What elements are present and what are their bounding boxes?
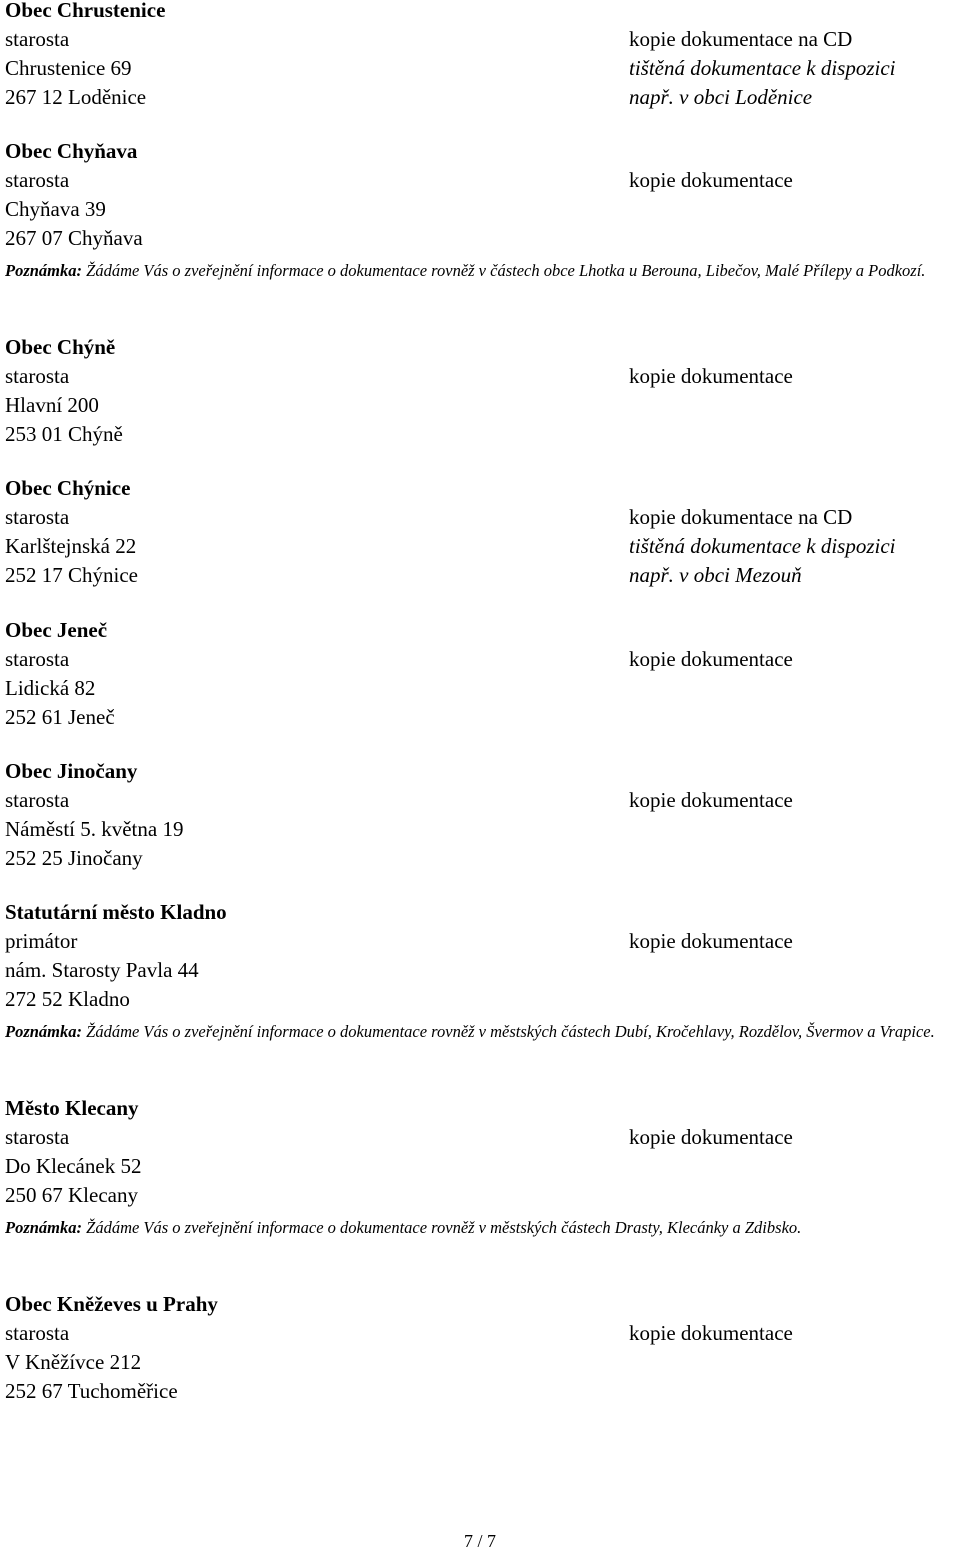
entry-chynice bbox=[5, 474, 960, 590]
note-label: Poznámka: bbox=[5, 261, 83, 280]
entry-note-line: kopie dokumentace na CD bbox=[629, 505, 853, 529]
entry-city: 267 07 Chyňava bbox=[5, 226, 143, 250]
entry-note-line: např. v obci Loděnice bbox=[629, 85, 813, 109]
entry-name: Obec Chýnice bbox=[5, 476, 131, 500]
entry-city: 252 67 Tuchoměřice bbox=[5, 1379, 178, 1403]
entry-note-line: kopie dokumentace na CD bbox=[629, 27, 853, 51]
entry-note-line: kopie dokumentace bbox=[629, 647, 793, 671]
entry-note-line: kopie dokumentace bbox=[629, 788, 793, 812]
note-kladno bbox=[5, 1020, 955, 1044]
entry-role: starosta bbox=[5, 27, 70, 51]
entry-street: Náměstí 5. května 19 bbox=[5, 817, 184, 841]
note-label: Poznámka: bbox=[5, 1022, 83, 1041]
entry-note-line: tištěná dokumentace k dispozici bbox=[629, 56, 896, 80]
page-number: 7 / 7 bbox=[463, 1531, 496, 1551]
entry-role: starosta bbox=[5, 168, 70, 192]
entry-street: Do Klecánek 52 bbox=[5, 1154, 142, 1178]
entry-name: Obec Jinočany bbox=[5, 759, 138, 783]
entry-name: Obec Kněževes u Prahy bbox=[5, 1292, 218, 1316]
entry-name: Obec Jeneč bbox=[5, 618, 108, 642]
entry-city: 252 17 Chýnice bbox=[5, 563, 138, 587]
entry-role: starosta bbox=[5, 1321, 70, 1345]
entry-kladno bbox=[5, 898, 960, 1014]
entry-street: nám. Starosty Pavla 44 bbox=[5, 958, 199, 982]
entry-role: starosta bbox=[5, 505, 70, 529]
entry-name: Obec Chrustenice bbox=[5, 0, 166, 22]
entry-city: 272 52 Kladno bbox=[5, 987, 130, 1011]
entry-street: Chyňava 39 bbox=[5, 197, 106, 221]
entry-chyne bbox=[5, 333, 960, 449]
note-klecany bbox=[5, 1216, 955, 1240]
entry-note-line: tištěná dokumentace k dispozici bbox=[629, 534, 896, 558]
entry-name: Statutární město Kladno bbox=[5, 900, 227, 924]
entry-jinocany bbox=[5, 757, 960, 873]
entry-note-line: kopie dokumentace bbox=[629, 1125, 793, 1149]
entry-street: V Kněžívce 212 bbox=[5, 1350, 142, 1374]
entry-city: 250 67 Klecany bbox=[5, 1183, 138, 1207]
entry-note-line: kopie dokumentace bbox=[629, 364, 793, 388]
note-text: Žádáme Vás o zveřejnění informace o dokumentace rovněž v částech obce Lhotka u Berouna, Libečov, Malé Přílepy a Podkozí. bbox=[86, 261, 926, 280]
entry-note-line: kopie dokumentace bbox=[629, 1321, 793, 1345]
entry-role: primátor bbox=[5, 929, 78, 953]
entry-name: Obec Chýně bbox=[5, 335, 116, 359]
note-label: Poznámka: bbox=[5, 1218, 83, 1237]
entry-name: Město Klecany bbox=[5, 1096, 139, 1120]
entry-city: 267 12 Loděnice bbox=[5, 85, 147, 109]
entry-chynava bbox=[5, 137, 960, 253]
entry-note-line: kopie dokumentace bbox=[629, 929, 793, 953]
entry-klecany bbox=[5, 1094, 960, 1210]
entry-city: 252 25 Jinočany bbox=[5, 846, 143, 870]
entry-city: 253 01 Chýně bbox=[5, 422, 123, 446]
entry-role: starosta bbox=[5, 788, 70, 812]
note-text: Žádáme Vás o zveřejnění informace o dokumentace rovněž v městských částech Drasty, Klecánky a Zdibsko. bbox=[86, 1218, 802, 1237]
entry-role: starosta bbox=[5, 364, 70, 388]
entry-role: starosta bbox=[5, 1125, 70, 1149]
entry-note-line: např. v obci Mezouň bbox=[629, 563, 802, 587]
entry-street: Lidická 82 bbox=[5, 676, 96, 700]
entry-city: 252 61 Jeneč bbox=[5, 705, 115, 729]
entry-note-line: kopie dokumentace bbox=[629, 168, 793, 192]
entry-street: Karlštejnská 22 bbox=[5, 534, 137, 558]
note-chynava bbox=[5, 259, 955, 283]
entry-knezeves bbox=[5, 1290, 960, 1406]
entry-chrustenice bbox=[5, 0, 960, 112]
entry-role: starosta bbox=[5, 647, 70, 671]
note-text: Žádáme Vás o zveřejnění informace o dokumentace rovněž v městských částech Dubí, Kročehlavy, Rozdělov, Švermov a Vrapice. bbox=[86, 1022, 935, 1041]
entry-jenec bbox=[5, 616, 960, 732]
entry-street: Hlavní 200 bbox=[5, 393, 99, 417]
entry-name: Obec Chyňava bbox=[5, 139, 138, 163]
entry-street: Chrustenice 69 bbox=[5, 56, 132, 80]
